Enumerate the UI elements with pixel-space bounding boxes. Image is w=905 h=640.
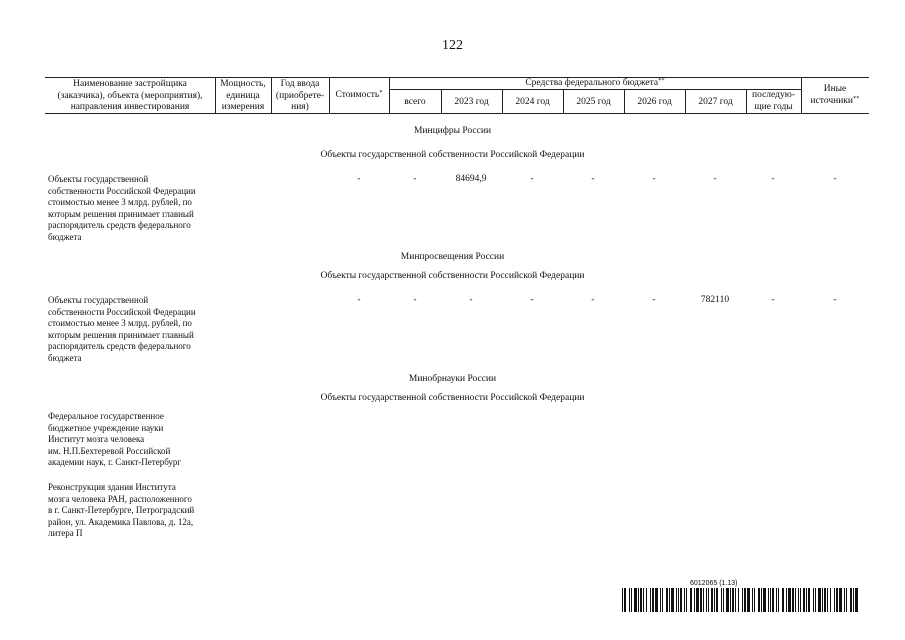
header-later-years: последую- щие годы	[752, 90, 795, 112]
project-name: Реконструкция здания Института мозга человека РАН, расположенного в г. Санкт-Петербурге, Петроградский район, ул. Академика Павлова, д. 12а, литера П	[48, 482, 195, 539]
value-later: -	[771, 295, 775, 305]
value-total: -	[413, 295, 417, 305]
row-name: Объекты государственной собственности Российской Федерации стоимостью менее 3 млрд. рублей, по которым решения принимает главный распорядитель средств федерального бюджета	[48, 174, 196, 242]
value-2023: 84694,9	[455, 174, 487, 184]
header-year: Год ввода (приобрете- ния)	[275, 79, 325, 112]
section-ministry: Минцифры России	[413, 126, 492, 136]
header-other-sources: Иные источники**	[810, 84, 860, 106]
value-other: -	[833, 174, 837, 184]
value-cost: -	[357, 174, 361, 184]
header-2024: 2024 год	[515, 97, 550, 107]
header-2025: 2025 год	[576, 97, 611, 107]
value-2024: -	[530, 295, 534, 305]
value-2026: -	[652, 295, 656, 305]
section-ministry: Минпросвещения России	[400, 252, 505, 262]
header-name: Наименование застройщика (заказчика), объекта (мероприятия), направления инвестирования	[57, 79, 203, 112]
barcode-icon	[622, 588, 860, 612]
header-capacity: Мощность, единица измерения	[220, 79, 266, 112]
value-2026: -	[652, 174, 656, 184]
value-2025: -	[591, 295, 595, 305]
value-other: -	[833, 295, 837, 305]
section-subtitle: Объекты государственной собственности Российской Федерации	[320, 271, 585, 281]
value-cost: -	[357, 295, 361, 305]
header-federal-budget: Средства федерального бюджета**	[525, 77, 665, 88]
value-total: -	[413, 174, 417, 184]
value-2027: -	[713, 174, 717, 184]
value-2027: 782110	[700, 295, 730, 305]
value-later: -	[771, 174, 775, 184]
value-2024: -	[530, 174, 534, 184]
section-subtitle: Объекты государственной собственности Российской Федерации	[320, 393, 585, 403]
institution-name: Федеральное государственное бюджетное учреждение науки Институт мозга человека им. Н.П.Бехтеревой Российской академии наук, г. Санкт-Петербург	[48, 411, 182, 468]
section-ministry: Минобрнауки России	[408, 374, 497, 384]
header-total: всего	[404, 97, 426, 107]
value-2025: -	[591, 174, 595, 184]
page-number: 122	[442, 38, 463, 53]
header-2026: 2026 год	[637, 97, 672, 107]
header-2027: 2027 год	[698, 97, 733, 107]
barcode-label: 6012065 (1.13)	[690, 580, 738, 587]
section-subtitle: Объекты государственной собственности Российской Федерации	[320, 150, 585, 160]
header-cost: Стоимость*	[335, 89, 383, 100]
row-name: Объекты государственной собственности Российской Федерации стоимостью менее 3 млрд. рублей, по которым решения принимает главный распорядитель средств федерального бюджета	[48, 295, 196, 363]
value-2023: -	[469, 295, 473, 305]
header-2023: 2023 год	[454, 97, 489, 107]
